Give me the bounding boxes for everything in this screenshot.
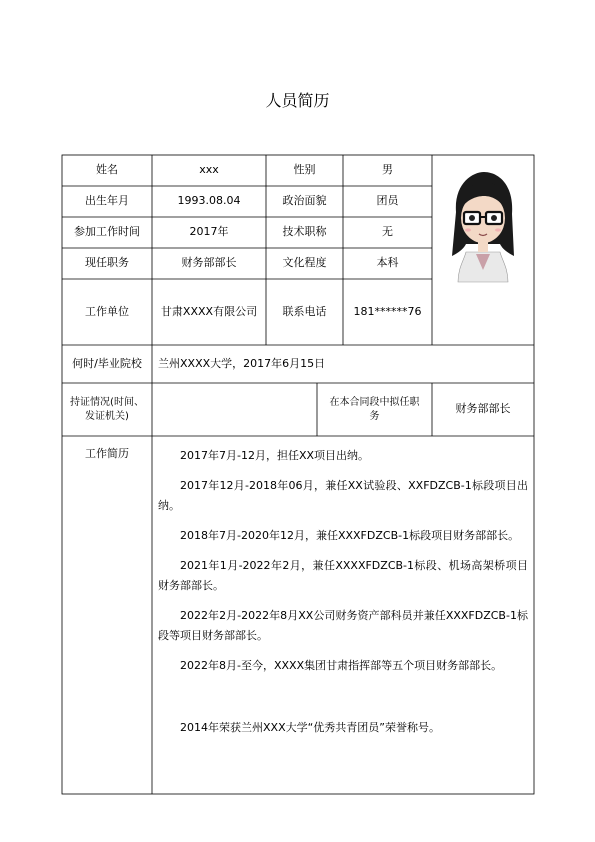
tech-title-value: 无 <box>382 225 393 239</box>
phone-label: 联系电话 <box>282 304 327 318</box>
avatar-photo <box>436 160 530 286</box>
cert-value <box>152 383 317 436</box>
history-item: 2018年7月-2020年12月，兼任XXXFDZCB-1标段项目财务部部长。 <box>180 529 520 542</box>
work-history <box>158 446 528 748</box>
history-label: 工作简历 <box>85 446 129 460</box>
gender-value: 男 <box>382 163 393 177</box>
history-item: 2022年8月-至今，XXXX集团甘肃指挥部等五个项目财务部部长。 <box>180 659 503 672</box>
birth-value: 1993.08.04 <box>177 194 241 208</box>
graduation-label: 何时/毕业院校 <box>72 356 142 370</box>
employer-label: 工作单位 <box>85 304 129 318</box>
birth-label: 出生年月 <box>85 194 129 208</box>
page-title: 人员简历 <box>265 91 330 110</box>
political-label: 政治面貌 <box>282 194 327 208</box>
history-item: 2017年12月-2018年06月，兼任XX试验段、XXFDZCB-1标段项目出纳。 <box>158 479 528 512</box>
education-value: 本科 <box>376 256 399 270</box>
name-label: 姓名 <box>96 163 118 177</box>
graduation-value: 兰州XXXX大学，2017年6月15日 <box>158 356 326 370</box>
education-label: 文化程度 <box>282 256 327 270</box>
cert-label: 持证情况(时间、发证机关) <box>70 397 144 422</box>
position-value: 财务部部长 <box>181 256 237 270</box>
employer-value: 甘肃XXXX有限公司 <box>160 304 258 318</box>
proposed-position-label: 在本合同段中拟任职务 <box>329 397 420 422</box>
tech-title-label: 技术职称 <box>282 225 327 239</box>
avatar-cartoon-girl-glasses-icon <box>436 160 530 286</box>
gender-label: 性别 <box>293 163 316 177</box>
award-item: 2014年荣获兰州XXX大学“优秀共青团员”荣誉称号。 <box>180 721 440 734</box>
history-item: 2017年7月-12月，担任XX项目出纳。 <box>180 449 370 462</box>
phone-value: 181******76 <box>353 304 422 318</box>
work-start-label: 参加工作时间 <box>74 225 140 239</box>
political-value: 团员 <box>376 194 399 208</box>
history-item: 2021年1月-2022年2月，兼任XXXXFDZCB-1标段、机场高架桥项目财务部部长。 <box>158 559 528 592</box>
work-start-value: 2017年 <box>189 225 229 239</box>
history-item: 2022年2月-2022年8月XX公司财务资产部科员并兼任XXXFDZCB-1标段等项目财务部部长。 <box>158 609 528 642</box>
proposed-position-value: 财务部部长 <box>455 402 511 416</box>
name-value: xxx <box>199 163 219 177</box>
position-label: 现任职务 <box>85 256 129 270</box>
